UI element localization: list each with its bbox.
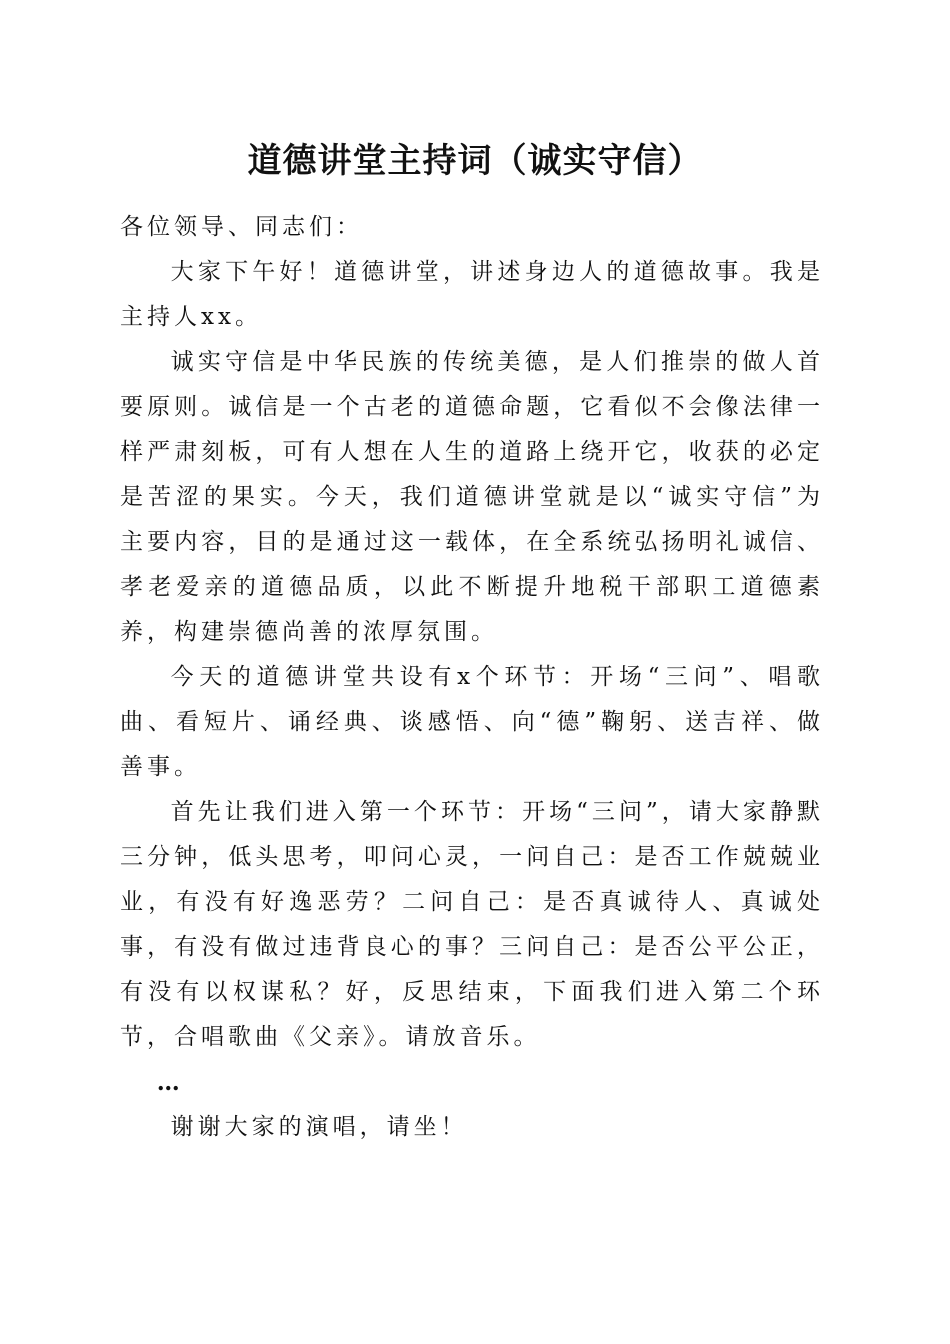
paragraph-introduction: 诚实守信是中华民族的传统美德，是人们推崇的做人首要原则。诚信是一个古老的道德命题，它看似不会像法律一样严肃刻板，可有人想在人生的道路上绕开它，收获的必定是苦涩的果实。今天，我们道德讲堂就是以“诚实守信”为主要内容，目的是通过这一载体，在全系统弘扬明礼诚信、孝老爱亲的道德品质，以此不断提升地税干部职工道德素养，构建崇德尚善的浓厚氛围。 [120,349,824,645]
paragraph-closing: 谢谢大家的演唱，请坐！ [170,1114,468,1140]
ellipsis: … [156,1069,180,1096]
paragraph-first-segment: 首先让我们进入第一个环节：开场“三问”，请大家静默三分钟，低头思考，叩问心灵，一问自己：是否工作兢兢业业，有没有好逸恶劳？二问自己：是否真诚待人、真诚处事，有没有做过违背良心的事？三问自己：是否公平公正，有没有以权谋私？好，反思结束，下面我们进入第二个环节，合唱歌曲《父亲》。请放音乐。 [120,799,824,1050]
document-title: 道德讲堂主持词（诚实守信） [247,141,703,181]
salutation: 各位领导、同志们： [120,214,363,240]
paragraph-greeting: 大家下午好！道德讲堂，讲述身边人的道德故事。我是主持人xx。 [120,259,824,330]
document-body [120,205,824,1150]
paragraph-agenda: 今天的道德讲堂共设有x个环节：开场“三问”、唱歌曲、看短片、诵经典、谈感悟、向“德”鞠躬、送吉祥、做善事。 [120,664,824,780]
